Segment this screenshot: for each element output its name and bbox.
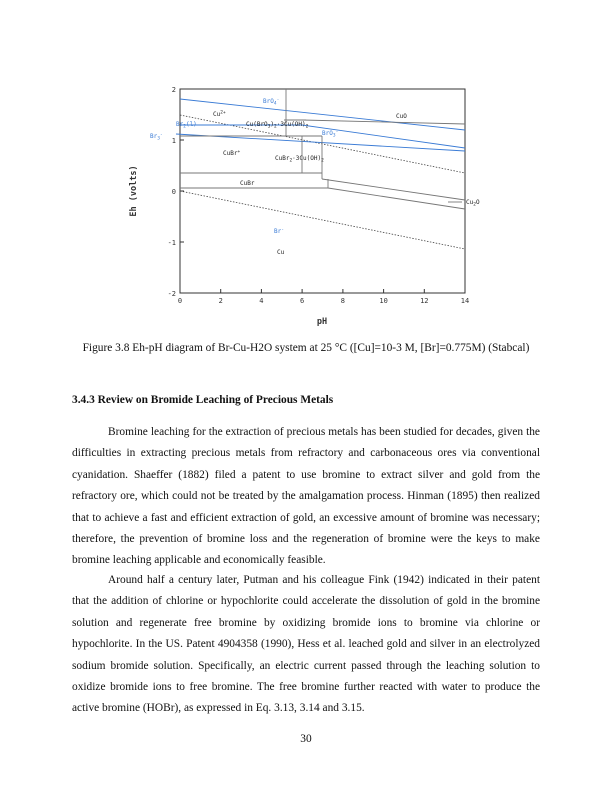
- x-axis-title: pH: [316, 317, 328, 327]
- y-tick-label: -2: [167, 290, 176, 298]
- eh-ph-diagram: [110, 76, 490, 332]
- label-cubrplus: CuBr+: [223, 149, 241, 157]
- label-cu2plus: $Cu^{2+}$: [213, 110, 226, 118]
- x-tick-label: 8: [340, 297, 346, 305]
- x-tick-label: 2: [218, 297, 223, 305]
- x-tick-label: 10: [379, 297, 388, 305]
- page-number: 30: [300, 733, 312, 745]
- label-copper-bromate-hydroxide: $Cu(BrO_3)_2\cdot 3Cu(OH)_2$: [246, 121, 309, 130]
- water-reduction-line: [180, 191, 465, 249]
- label-cubr: CuBr: [240, 180, 255, 187]
- body-paragraph: Bromine leaching for the extraction of precious metals has been studied for decades, given the difficulties in extracting precious metals from refractory and carbonaceous ores via conventional cyanidation. Shaeffer (1882) filed a patent to use bromine to extract silver and gold from the refractory ore, which could not be treated by the amalgamation process. Hinman (1895) then realized that to achieve a fast and efficient extraction of gold, an excessive amount of bromine was necessary; therefore, the prevention of bromine loss and the regeneration of bromine were the keys to make bromine leaching applicable and economically feasible.: [72, 426, 540, 567]
- water-oxidation-line: [180, 115, 465, 173]
- x-tick-label: 12: [420, 297, 429, 305]
- y-tick-label: 0: [171, 188, 176, 196]
- y-axis-title: Eh (volts): [129, 165, 139, 217]
- y-tick-label: -1: [167, 239, 176, 247]
- x-tick-label: 6: [299, 297, 305, 305]
- label-cuo: CuO: [396, 113, 407, 120]
- copper-boundaries: [180, 89, 465, 209]
- x-tick-label: 0: [177, 297, 183, 305]
- label-br3: $Br_3^-$: [150, 132, 163, 142]
- y-tick-label: 2: [171, 86, 176, 94]
- x-tick-label: 14: [460, 297, 470, 305]
- axis-ticks: [180, 89, 465, 293]
- label-bro4: BrO$_4$-: [263, 97, 280, 107]
- label-cu2o: $Cu_2O$: [466, 199, 480, 208]
- label-cu: Cu: [277, 249, 285, 256]
- bromine-boundaries: [176, 99, 465, 151]
- figure-caption: Figure 3.8 Eh-pH diagram of Br-Cu-H2O system at 25 °C ([Cu]=10-3 M, [Br]=0.775M) (Stabcal): [82, 342, 530, 354]
- x-tick-label: 4: [259, 297, 264, 305]
- label-bro3: BrO$_3$-: [322, 129, 339, 139]
- label-bromide: Br-: [274, 227, 284, 235]
- label-br2-liquid: $Br_2(l)$: [176, 121, 197, 130]
- plot-frame: [180, 89, 465, 293]
- y-tick-label: 1: [171, 137, 176, 145]
- label-cubr2-hydroxide: $CuBr_2\cdot 3Cu(OH)_2$: [275, 155, 324, 164]
- section-heading: 3.4.3 Review on Bromide Leaching of Precious Metals: [72, 394, 334, 406]
- body-paragraph: Around half a century later, Putman and his colleague Fink (1942) indicated in their patent that the addition of chlorine or hypochlorite could accelerate the dissolution of gold in the bromine solution and regenerate free bromine by oxidizing bromide ions to bromine via chlorine or hypochlorite. In the US. Patent 4904358 (1990), Hess et al. leached gold and silver in an electrolyzed sodium bromide solution. Specifically, an electric current passed through the leaching solution to oxidize bromide ions to free bromine. The free bromine further reacted with water to produce the active bromine (HOBr), as expressed in Eq. 3.13, 3.14 and 3.15.: [72, 574, 540, 715]
